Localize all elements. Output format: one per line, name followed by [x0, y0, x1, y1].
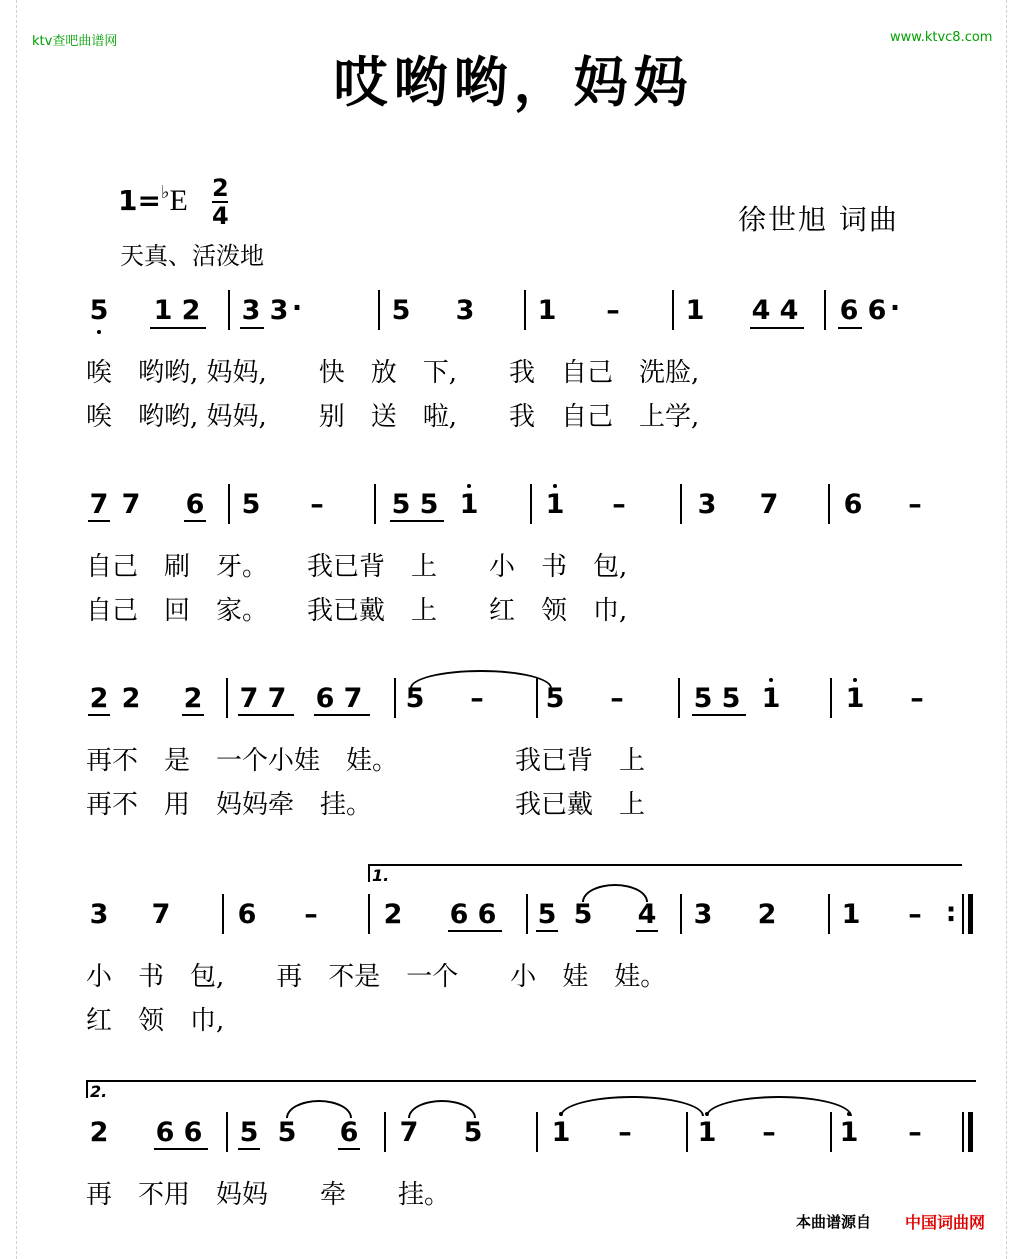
dash: –: [908, 899, 922, 930]
barline: [830, 1112, 832, 1152]
note: 1: [685, 295, 705, 326]
note: 3: [89, 899, 109, 930]
source-label: 本曲谱源自: [796, 1213, 872, 1231]
barline: [678, 678, 680, 718]
barline: [228, 290, 230, 330]
flat-sign: ♭: [160, 182, 170, 203]
dot-marker: ·: [889, 293, 901, 324]
barline: [680, 894, 682, 934]
barline: [686, 1112, 688, 1152]
note: 6: [183, 1117, 203, 1148]
first-ending-bracket: [368, 864, 962, 882]
underline-eighth: [390, 520, 444, 522]
meter-bottom: 4: [212, 202, 229, 230]
right-margin-guide: [1006, 0, 1023, 1259]
note: 5: [391, 295, 411, 326]
underline-eighth: [88, 520, 110, 522]
upper-octave-dot: [559, 1112, 563, 1116]
note: 6: [185, 489, 205, 520]
note: 1: [845, 683, 865, 714]
site-watermark-left: ktv查吧曲谱网: [32, 34, 118, 49]
barline: [536, 1112, 538, 1152]
barline: [368, 894, 370, 934]
lyrics-verse-1: 再不 是 一个小娃 娃。 我已背 上: [86, 746, 646, 776]
note: 7: [267, 683, 287, 714]
upper-octave-dot: [853, 678, 857, 682]
note: 5: [89, 295, 109, 326]
underline-eighth: [182, 714, 204, 716]
note: 4: [637, 899, 657, 930]
second-ending-bracket: [86, 1080, 976, 1098]
note: 5: [241, 489, 261, 520]
barline: [680, 484, 682, 524]
note: 4: [779, 295, 799, 326]
note: 2: [181, 295, 201, 326]
note: 7: [399, 1117, 419, 1148]
underline-eighth: [338, 1148, 360, 1150]
upper-octave-dot: [847, 1112, 851, 1116]
note: 5: [721, 683, 741, 714]
note: 3: [269, 295, 289, 326]
dash: –: [606, 295, 620, 326]
barline: [672, 290, 674, 330]
dash: –: [908, 489, 922, 520]
note: 7: [343, 683, 363, 714]
repeat-dots: :: [945, 897, 957, 928]
note: 1: [537, 295, 557, 326]
note: 5: [693, 683, 713, 714]
barline: [830, 678, 832, 718]
note: 2: [183, 683, 203, 714]
barline: [222, 894, 224, 934]
note: 6: [477, 899, 497, 930]
barline: [378, 290, 380, 330]
upper-octave-dot: [769, 678, 773, 682]
tempo-marking: 天真、活泼地: [120, 242, 264, 270]
note: 5: [405, 683, 425, 714]
note: 5: [463, 1117, 483, 1148]
lyrics-verse-1: 唉 哟哟, 妈妈, 快 放 下, 我 自己 洗脸,: [86, 358, 700, 388]
upper-octave-dot: [705, 1112, 709, 1116]
underline-eighth: [448, 930, 502, 932]
note: 6: [449, 899, 469, 930]
site-watermark-right: www.ktvc8.com: [890, 30, 993, 45]
key-signature: [118, 182, 188, 218]
barline: [374, 484, 376, 524]
lyrics-verse-2: 自己 回 家。 我已戴 上 红 领 巾,: [86, 596, 628, 626]
note: 1: [697, 1117, 717, 1148]
note: 1: [545, 489, 565, 520]
note: 6: [839, 295, 859, 326]
barline: [828, 484, 830, 524]
barline: [824, 290, 826, 330]
lyrics-verse-2: 再不 用 妈妈牵 挂。 我已戴 上: [86, 790, 646, 820]
note: 2: [121, 683, 141, 714]
final-barline-thin: [962, 1112, 964, 1152]
barline: [536, 678, 538, 718]
underline-eighth: [184, 520, 206, 522]
note: 4: [751, 295, 771, 326]
dash: –: [470, 683, 484, 714]
dash: –: [762, 1117, 776, 1148]
note: 6: [843, 489, 863, 520]
upper-octave-dot: [467, 484, 471, 488]
underline-eighth: [240, 327, 264, 329]
note: 6: [237, 899, 257, 930]
underline-eighth: [750, 327, 804, 329]
note: 2: [89, 1117, 109, 1148]
note: 2: [757, 899, 777, 930]
barline: [828, 894, 830, 934]
underline-eighth: [636, 930, 658, 932]
note: 6: [315, 683, 335, 714]
barline: [384, 1112, 386, 1152]
dash: –: [612, 489, 626, 520]
key-note: E: [169, 184, 188, 217]
note: 5: [545, 683, 565, 714]
note: 6: [155, 1117, 175, 1148]
note: 2: [383, 899, 403, 930]
volta-number: 2.: [90, 1082, 108, 1101]
note: 6: [339, 1117, 359, 1148]
dash: –: [618, 1117, 632, 1148]
dash: –: [610, 683, 624, 714]
note: 6: [867, 295, 887, 326]
dot-marker: ·: [291, 293, 303, 324]
lower-octave-dot: [97, 330, 101, 334]
note: 2: [89, 683, 109, 714]
barline: [526, 894, 528, 934]
underline-eighth: [154, 1148, 208, 1150]
lyrics-verse-1: 再 不用 妈妈 牵 挂。: [86, 1180, 451, 1210]
note: 1: [841, 899, 861, 930]
note: 1: [153, 295, 173, 326]
note: 7: [151, 899, 171, 930]
dash: –: [908, 1117, 922, 1148]
note: 5: [239, 1117, 259, 1148]
left-margin-guide: [0, 0, 17, 1259]
tie-arc: [408, 1100, 476, 1118]
song-title: 哎哟哟，妈妈: [333, 50, 694, 114]
note: 3: [241, 295, 261, 326]
key-prefix: 1=: [118, 184, 161, 217]
note: 7: [121, 489, 141, 520]
note: 5: [573, 899, 593, 930]
volta-number: 1.: [372, 866, 390, 885]
underline-eighth: [238, 714, 294, 716]
note: 1: [839, 1117, 859, 1148]
note: 5: [537, 899, 557, 930]
dash: –: [304, 899, 318, 930]
underline-eighth: [314, 714, 370, 716]
note: 7: [89, 489, 109, 520]
barline: [530, 484, 532, 524]
barline: [226, 1112, 228, 1152]
note: 7: [759, 489, 779, 520]
author-credit: 徐世旭 词曲: [738, 203, 899, 236]
underline-eighth: [150, 327, 206, 329]
note: 1: [551, 1117, 571, 1148]
source-site-link[interactable]: 中国词曲网: [905, 1213, 986, 1232]
underline-eighth: [88, 714, 110, 716]
note: 3: [697, 489, 717, 520]
note: 3: [455, 295, 475, 326]
lyrics-verse-1: 小 书 包, 再 不是 一个 小 娃 娃。: [86, 962, 667, 992]
note: 7: [239, 683, 259, 714]
note: 1: [761, 683, 781, 714]
barline: [226, 678, 228, 718]
underline-eighth: [692, 714, 746, 716]
dash: –: [310, 489, 324, 520]
tie-arc: [560, 1096, 704, 1116]
note: 5: [391, 489, 411, 520]
barline: [524, 290, 526, 330]
note: 5: [277, 1117, 297, 1148]
repeat-barline-thick: [968, 894, 973, 934]
underline-eighth: [238, 1148, 260, 1150]
underline-eighth: [838, 327, 862, 329]
tie-arc: [286, 1100, 352, 1118]
lyrics-verse-1: 自己 刷 牙。 我已背 上 小 书 包,: [86, 552, 628, 582]
upper-octave-dot: [553, 484, 557, 488]
final-barline-thick: [968, 1112, 973, 1152]
note: 3: [693, 899, 713, 930]
lyrics-verse-2: 红 领 巾,: [86, 1006, 225, 1036]
underline-eighth: [536, 930, 558, 932]
meter-top: 2: [212, 174, 229, 202]
note: 1: [459, 489, 479, 520]
note: 5: [419, 489, 439, 520]
barline: [228, 484, 230, 524]
dash: –: [910, 683, 924, 714]
barline: [394, 678, 396, 718]
repeat-barline-thin: [962, 894, 964, 934]
time-signature: [212, 176, 229, 228]
lyrics-verse-2: 唉 哟哟, 妈妈, 别 送 啦, 我 自己 上学,: [86, 402, 700, 432]
